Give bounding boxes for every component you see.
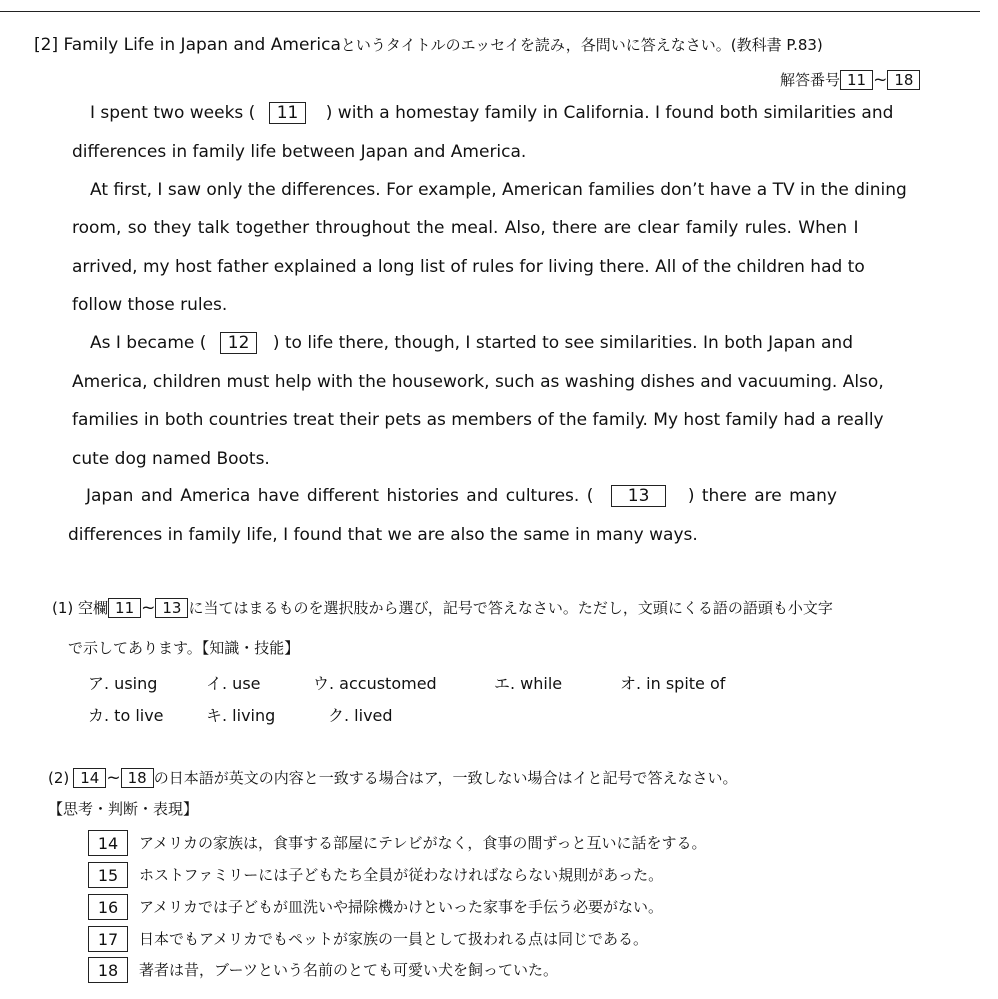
- essay-title: Family Life in Japan and America: [63, 35, 341, 55]
- option-d: エ. while: [494, 674, 563, 693]
- option-f: カ. to live: [88, 706, 164, 725]
- answer-number-from: 11: [840, 70, 873, 90]
- option-e: オ. in spite of: [620, 674, 726, 693]
- option-h: ク. lived: [328, 706, 393, 725]
- statement-number: 16: [88, 894, 128, 920]
- passage-line: differences in family life, I found that we are also the same in many ways.: [68, 525, 698, 545]
- passage-text: ) to life there, though, I started to see similarities. In both Japan and: [272, 333, 853, 353]
- question-1-text: に当てはまるものを選択肢から選び，記号で答えなさい。ただし，文頭にくる語の語頭も小文字: [188, 599, 833, 617]
- passage-line: [86, 485, 837, 507]
- answer-number-label: 解答番号: [780, 71, 841, 89]
- statement-number: 14: [88, 830, 128, 856]
- blank-11: 11: [269, 102, 307, 124]
- passage-text: Japan and America have different histories and cultures. (: [86, 486, 594, 506]
- question-1-note: で示してあります。【知識・技能】: [68, 639, 300, 657]
- statement-text: ホストファミリーには子どもたち全員が従わなければならない規則があった。: [139, 866, 664, 884]
- passage-line: At first, I saw only the differences. For example, American families don’t have a TV in the dining: [90, 180, 907, 200]
- statement-number: 18: [88, 957, 128, 983]
- answer-number-range: [780, 69, 920, 91]
- section-header: [34, 34, 823, 56]
- passage-line: differences in family life between Japan and America.: [72, 142, 527, 162]
- statement-text: アメリカの家族は，食事する部屋にテレビがなく，食事の間ずっと互いに話をする。: [139, 834, 707, 852]
- question-2-sep: ~: [106, 768, 121, 788]
- section-number: [2]: [34, 35, 59, 55]
- blank-12: 12: [220, 332, 258, 354]
- statement-number: 15: [88, 862, 128, 888]
- option-c: ウ. accustomed: [313, 674, 437, 693]
- question-1-label: (1) 空欄: [52, 599, 109, 617]
- question-2-text: の日本語が英文の内容と一致する場合はア，一致しない場合はイと記号で答えなさい。: [153, 769, 738, 787]
- question-1-from: 11: [108, 598, 141, 618]
- passage-text: I spent two weeks (: [90, 103, 256, 123]
- passage-line: cute dog named Boots.: [72, 449, 270, 469]
- question-2-category: 【思考・判断・表現】: [48, 800, 199, 818]
- passage-line: follow those rules.: [72, 295, 228, 315]
- question-2-label: (2): [48, 769, 70, 787]
- passage-line: [90, 332, 853, 354]
- option-a: ア. using: [88, 674, 158, 693]
- statement-text: アメリカでは子どもが皿洗いや掃除機かけといった家事を手伝う必要がない。: [139, 898, 663, 916]
- statement-number: 17: [88, 926, 128, 952]
- passage-line: room, so they talk together throughout the meal. Also, there are clear family rules. When I: [72, 218, 859, 238]
- passage-text: As I became (: [90, 333, 207, 353]
- passage-text: ) with a homestay family in California. I found both similarities and: [325, 103, 894, 123]
- top-rule: [0, 11, 980, 12]
- passage-line: arrived, my host father explained a long list of rules for living there. All of the children had to: [72, 257, 865, 277]
- question-2-from: 14: [73, 768, 106, 788]
- passage-line: families in both countries treat their pets as members of the family. My host family had a really: [72, 410, 884, 430]
- statement-text: 日本でもアメリカでもペットが家族の一員として扱われる点は同じである。: [139, 930, 648, 948]
- passage-line: America, children must help with the housework, such as washing dishes and vacuuming. Also,: [72, 372, 884, 392]
- blank-13: 13: [611, 485, 667, 507]
- question-1-stem: [52, 597, 833, 619]
- question-1-sep: ~: [141, 598, 156, 618]
- header-instruction: というタイトルのエッセイを読み，各問いに答えなさい。(教科書 P.83): [340, 36, 823, 54]
- option-g: キ. living: [206, 706, 276, 725]
- question-2-stem: [48, 767, 738, 789]
- passage-line: [90, 102, 893, 124]
- passage-text: ) there are many: [687, 486, 837, 506]
- answer-number-to: 18: [887, 70, 920, 90]
- question-2-to: 18: [121, 768, 154, 788]
- question-1-to: 13: [155, 598, 188, 618]
- option-b: イ. use: [206, 674, 261, 693]
- answer-number-sep: ~: [873, 70, 888, 90]
- statement-text: 著者は昔，ブーツという名前のとても可愛い犬を飼っていた。: [139, 961, 558, 979]
